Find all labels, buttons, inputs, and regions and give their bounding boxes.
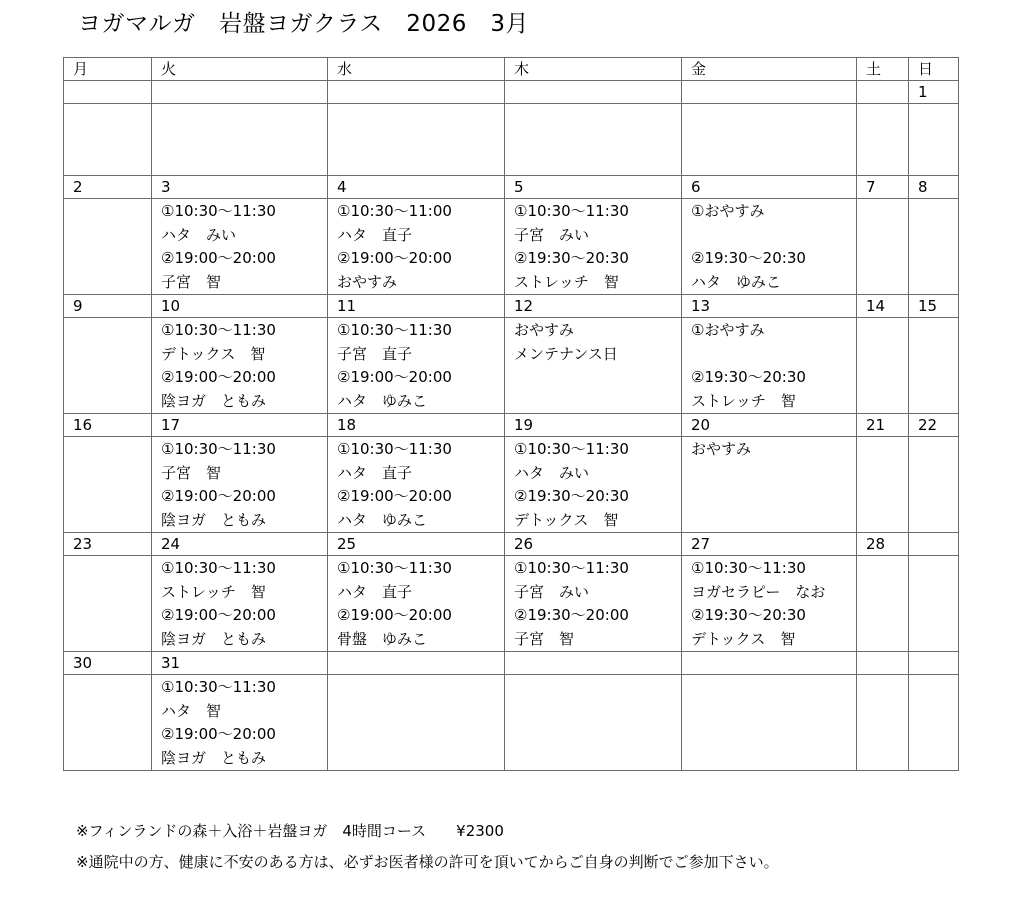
class-entry-line: 子宮 みい (514, 582, 590, 601)
date-cell: 22 (909, 414, 959, 437)
schedule-cell (152, 556, 328, 652)
class-entry-line: 陰ヨガ ともみ (161, 510, 267, 529)
date-cell (909, 533, 959, 556)
weekday-header-sat: 土 (857, 58, 909, 81)
class-entry-line: ①10:30～11:30 (161, 202, 276, 220)
date-cell: 11 (328, 295, 505, 318)
class-entry-line: ハタ 智 (161, 701, 222, 720)
schedule-cell (909, 199, 959, 295)
class-entry-line: ②19:30～20:30 (691, 249, 806, 267)
schedule-cell (909, 437, 959, 533)
schedule-cell (505, 318, 682, 414)
class-entry-line: ハタ みい (514, 463, 590, 482)
schedule-cell (505, 675, 682, 771)
class-entry-line: ②19:30～20:30 (514, 249, 629, 267)
schedule-cell (328, 675, 505, 771)
date-cell (64, 81, 152, 104)
schedule-cell (909, 675, 959, 771)
date-cell (328, 652, 505, 675)
date-cell: 19 (505, 414, 682, 437)
class-entry-line: ②19:30～20:30 (691, 606, 806, 624)
class-entry-line: ハタ 直子 (337, 582, 413, 601)
weekday-header-fri: 金 (682, 58, 857, 81)
schedule-cell (857, 199, 909, 295)
weekday-header-row (64, 58, 959, 81)
date-cell (152, 81, 328, 104)
class-entry-line (691, 343, 856, 367)
date-cell: 28 (857, 533, 909, 556)
schedule-cell (64, 199, 152, 295)
class-entry-line: ②19:00～20:00 (337, 487, 452, 505)
date-cell: 20 (682, 414, 857, 437)
schedule-cell (152, 675, 328, 771)
class-entry-line: ①10:30～11:30 (691, 559, 806, 577)
schedule-cell (857, 318, 909, 414)
course-price-note: ※フィンランドの森＋入浴＋岩盤ヨガ 4時間コース ¥2300 (76, 822, 504, 840)
date-cell: 17 (152, 414, 328, 437)
class-entry-line: 陰ヨガ ともみ (161, 748, 267, 767)
week-schedule-row (64, 104, 959, 176)
class-entry-line: おやすみ (514, 321, 575, 339)
schedule-cell (64, 318, 152, 414)
date-cell: 6 (682, 176, 857, 199)
date-cell: 14 (857, 295, 909, 318)
schedule-cell (857, 556, 909, 652)
class-entry-line: ストレッチ 智 (514, 272, 619, 291)
class-entry-line: ①10:30～11:30 (161, 321, 276, 339)
schedule-cell (909, 318, 959, 414)
date-cell (682, 652, 857, 675)
date-cell (328, 81, 505, 104)
class-entry-line: デトックス 智 (514, 510, 619, 529)
schedule-cell (857, 104, 909, 176)
schedule-cell (909, 556, 959, 652)
schedule-cell (328, 318, 505, 414)
weekday-header-sun: 日 (909, 58, 959, 81)
class-entry-line: ①10:30～11:30 (337, 321, 452, 339)
schedule-cell (505, 556, 682, 652)
schedule-cell (328, 437, 505, 533)
schedule-cell (64, 104, 152, 176)
schedule-cell (909, 104, 959, 176)
class-entry-line (691, 224, 856, 248)
date-cell: 7 (857, 176, 909, 199)
class-entry-line: ②19:00～20:00 (161, 249, 276, 267)
schedule-cell (505, 199, 682, 295)
date-cell: 31 (152, 652, 328, 675)
week-date-row (64, 295, 959, 318)
class-entry-line: ②19:00～20:00 (161, 487, 276, 505)
week-date-row (64, 533, 959, 556)
schedule-cell (505, 104, 682, 176)
class-entry-line: ①10:30～11:30 (337, 440, 452, 458)
weekday-header-tue: 火 (152, 58, 328, 81)
class-entry-line: ②19:00～20:00 (161, 606, 276, 624)
date-cell (505, 81, 682, 104)
week-date-row (64, 176, 959, 199)
week-date-row (64, 652, 959, 675)
week-schedule-row (64, 556, 959, 652)
date-cell (505, 652, 682, 675)
class-entry-line: ①10:30～11:30 (337, 559, 452, 577)
class-entry-line: ②19:00～20:00 (337, 368, 452, 386)
date-cell (909, 652, 959, 675)
class-entry-line: 陰ヨガ ともみ (161, 629, 267, 648)
date-cell (857, 652, 909, 675)
schedule-cell (682, 675, 857, 771)
schedule-cell (328, 199, 505, 295)
schedule-cell (328, 556, 505, 652)
class-entry-line: ①10:30～11:30 (514, 440, 629, 458)
week-schedule-row (64, 437, 959, 533)
class-entry-line: ②19:30～20:30 (514, 487, 629, 505)
class-entry-line: ①10:30～11:30 (514, 202, 629, 220)
class-entry-line: デトックス 智 (691, 629, 796, 648)
schedule-cell (682, 437, 857, 533)
schedule-cell (682, 318, 857, 414)
date-cell: 13 (682, 295, 857, 318)
class-entry-line: ハタ ゆみこ (337, 391, 428, 410)
schedule-cell (682, 199, 857, 295)
class-entry-line: 子宮 智 (161, 272, 222, 291)
schedule-cell (682, 556, 857, 652)
class-entry-line: ②19:00～20:00 (337, 606, 452, 624)
schedule-cell (152, 318, 328, 414)
week-schedule-row (64, 199, 959, 295)
date-cell: 9 (64, 295, 152, 318)
weekday-header-thu: 木 (505, 58, 682, 81)
date-cell: 27 (682, 533, 857, 556)
class-entry-line: ヨガセラピー なお (691, 582, 826, 601)
schedule-cell (64, 556, 152, 652)
class-entry-line: ①10:30～11:30 (161, 559, 276, 577)
date-cell: 30 (64, 652, 152, 675)
class-entry-line: ①10:30～11:30 (161, 440, 276, 458)
date-cell: 16 (64, 414, 152, 437)
class-entry-line: ①10:30～11:30 (161, 678, 276, 696)
schedule-cell (857, 675, 909, 771)
class-entry-line: 陰ヨガ ともみ (161, 391, 267, 410)
schedule-cell (328, 104, 505, 176)
class-entry-line: ハタ 直子 (337, 463, 413, 482)
date-cell: 12 (505, 295, 682, 318)
class-entry-line: ハタ ゆみこ (337, 510, 428, 529)
date-cell: 25 (328, 533, 505, 556)
schedule-cell (152, 437, 328, 533)
class-entry-line: ハタ 直子 (337, 225, 413, 244)
weekday-header-mon: 月 (64, 58, 152, 81)
schedule-cell (64, 437, 152, 533)
class-entry-line: ②19:00～20:00 (161, 725, 276, 743)
class-entry-line: ストレッチ 智 (691, 391, 796, 410)
weekday-header-wed: 水 (328, 58, 505, 81)
class-entry-line: おやすみ (337, 272, 398, 291)
class-entry-line: 骨盤 ゆみこ (337, 629, 428, 648)
class-entry-line: ハタ ゆみこ (691, 272, 782, 291)
schedule-cell (152, 104, 328, 176)
date-cell: 23 (64, 533, 152, 556)
class-entry-line: 子宮 智 (161, 463, 222, 482)
date-cell: 8 (909, 176, 959, 199)
schedule-cell (505, 437, 682, 533)
date-cell (857, 81, 909, 104)
date-cell: 5 (505, 176, 682, 199)
date-cell: 1 (909, 81, 959, 104)
date-cell: 2 (64, 176, 152, 199)
date-cell: 24 (152, 533, 328, 556)
week-schedule-row (64, 675, 959, 771)
class-entry-line: メンテナンス日 (514, 344, 618, 363)
week-schedule-row (64, 318, 959, 414)
health-caution-note: ※通院中の方、健康に不安のある方は、必ずお医者様の許可を頂いてからご自身の判断でご参加下さい。 (76, 853, 779, 871)
class-entry-line: ハタ みい (161, 225, 237, 244)
date-cell: 18 (328, 414, 505, 437)
class-entry-line: ①10:30～11:00 (337, 202, 452, 220)
class-entry-line: ②19:30～20:00 (514, 606, 629, 624)
class-entry-line: 子宮 智 (514, 629, 575, 648)
class-entry-line: おやすみ (691, 440, 752, 458)
week-date-row (64, 81, 959, 104)
date-cell: 21 (857, 414, 909, 437)
class-entry-line: ②19:00～20:00 (337, 249, 452, 267)
class-entry-line: ①おやすみ (691, 202, 765, 220)
date-cell: 4 (328, 176, 505, 199)
date-cell: 26 (505, 533, 682, 556)
schedule-cell (857, 437, 909, 533)
class-entry-line: ②19:30～20:30 (691, 368, 806, 386)
date-cell: 10 (152, 295, 328, 318)
class-entry-line: ①10:30～11:30 (514, 559, 629, 577)
schedule-calendar (63, 57, 959, 771)
schedule-cell (64, 675, 152, 771)
date-cell: 3 (152, 176, 328, 199)
date-cell (682, 81, 857, 104)
page-title: ヨガマルガ 岩盤ヨガクラス 2026 3月 (78, 11, 529, 37)
class-entry-line: ②19:00～20:00 (161, 368, 276, 386)
class-entry-line: ストレッチ 智 (161, 582, 266, 601)
class-entry-line: 子宮 みい (514, 225, 590, 244)
class-entry-line: 子宮 直子 (337, 344, 413, 363)
class-entry-line: デトックス 智 (161, 344, 266, 363)
schedule-cell (682, 104, 857, 176)
class-entry-line: ①おやすみ (691, 321, 765, 339)
date-cell: 15 (909, 295, 959, 318)
schedule-cell (152, 199, 328, 295)
week-date-row (64, 414, 959, 437)
